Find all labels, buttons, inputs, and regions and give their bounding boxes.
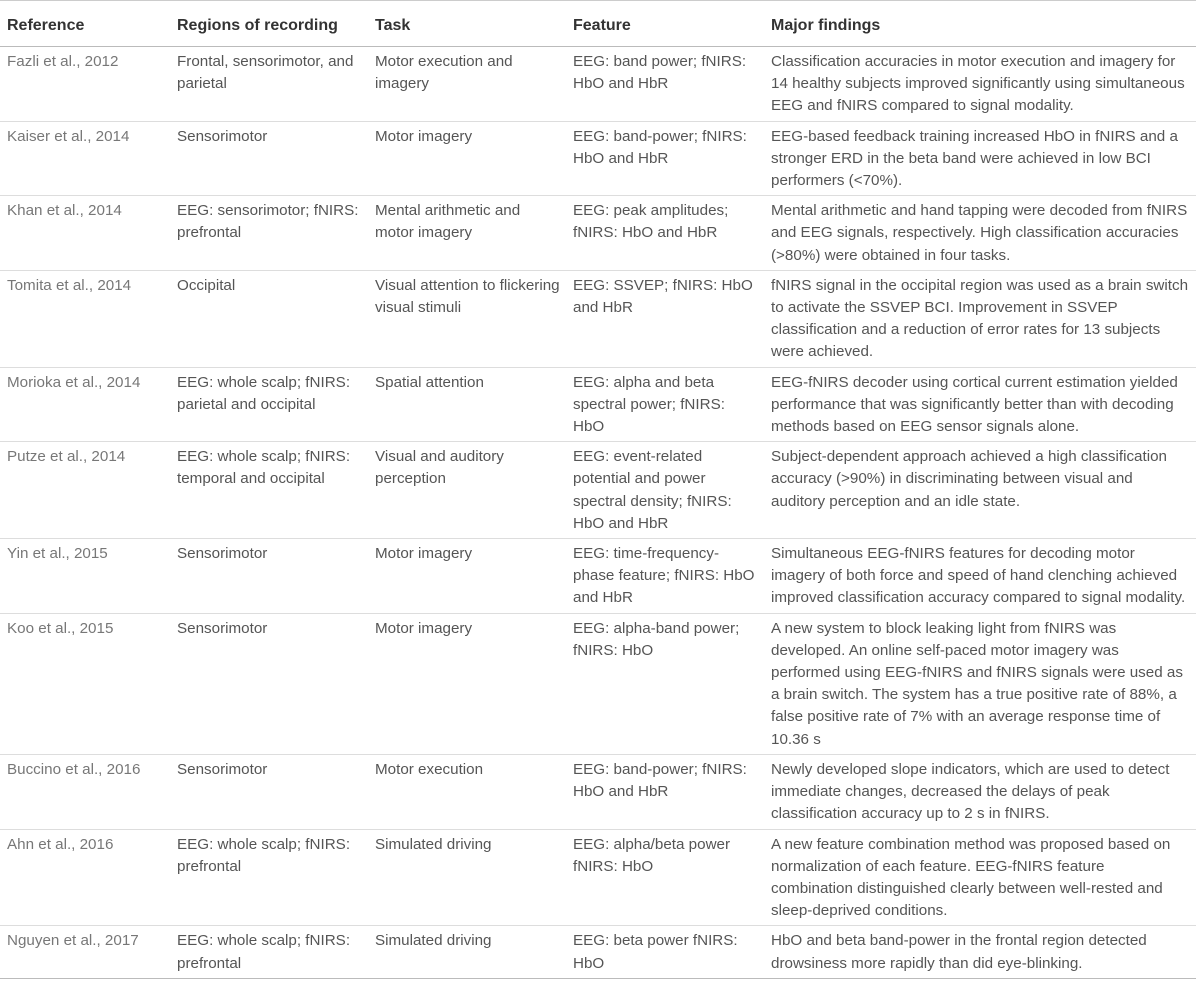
cell-task: Motor execution and imagery — [375, 53, 513, 93]
cell-feature: EEG: alpha and beta spectral power; fNIRS: HbO — [573, 373, 725, 436]
table-row — [0, 829, 1196, 926]
cell-task: Motor imagery — [375, 619, 473, 637]
header-feature: Feature — [573, 17, 631, 34]
table-row — [0, 442, 1196, 539]
cell-findings: A new system to block leaking light from fNIRS was developed. An online self-paced motor imagery was performed using EEG-fNIRS and fNIRS signals were used as a brain switch. The system has a true positive rate of 88%, a false positive rate of 7% with an average response time of 10.36 s — [771, 619, 1183, 748]
table-row — [0, 121, 1196, 196]
cell-findings: HbO and beta band-power in the frontal region detected drowsiness more rapidly than did eye-blinking. — [771, 932, 1147, 972]
cell-task: Mental arithmetic and motor imagery — [375, 202, 521, 242]
cell-findings: Classification accuracies in motor execution and imagery for 14 healthy subjects improved significantly using simultaneous EEG and fNIRS compared to signal modality. — [771, 53, 1185, 115]
table-row — [0, 47, 1196, 122]
header-findings: Major findings — [771, 17, 881, 34]
cell-task: Motor imagery — [375, 127, 473, 145]
cell-reference: Kaiser et al., 2014 — [7, 127, 130, 145]
cell-feature: EEG: band-power; fNIRS: HbO and HbR — [573, 760, 747, 801]
cell-task: Simulated driving — [375, 932, 492, 950]
cell-feature: EEG: alpha-band power; fNIRS: HbO — [573, 619, 740, 659]
cell-feature: EEG: band-power; fNIRS: HbO and HbR — [573, 127, 747, 167]
cell-feature: EEG: time-frequency-phase feature; fNIRS: HbO and HbR — [573, 545, 755, 607]
cell-regions: EEG: whole scalp; fNIRS: prefrontal — [177, 932, 351, 972]
table-row — [0, 539, 1196, 614]
header-task: Task — [375, 17, 411, 34]
cell-regions: Sensorimotor — [177, 760, 268, 778]
cell-task: Spatial attention — [375, 373, 484, 391]
cell-feature: EEG: peak amplitudes; fNIRS: HbO and HbR — [573, 202, 729, 242]
table-body — [0, 47, 1196, 979]
cell-feature: EEG: event-related potential and power spectral density; fNIRS: HbO and HbR — [573, 448, 732, 532]
cell-reference: Tomita et al., 2014 — [7, 276, 132, 294]
cell-reference: Ahn et al., 2016 — [7, 835, 114, 853]
table-row — [0, 926, 1196, 978]
cell-feature: EEG: band power; fNIRS: HbO and HbR — [573, 53, 747, 93]
table-row — [0, 613, 1196, 754]
cell-regions: Sensorimotor — [177, 127, 268, 145]
cell-task: Visual and auditory perception — [375, 448, 504, 488]
table-row — [0, 196, 1196, 271]
cell-findings: A new feature combination method was proposed based on normalization of each feature. EEG-fNIRS feature combination distinguished clearly between well-rested and sleep-deprived conditions. — [771, 835, 1171, 920]
table-header-row — [0, 1, 1196, 47]
cell-findings: Subject-dependent approach achieved a high classification accuracy (>90%) in discriminating between visual and auditory perception and an idle state. — [771, 448, 1167, 510]
cell-findings: Newly developed slope indicators, which are used to detect immediate changes, decreased the delays of peak classification accuracy up to 2 s in fNIRS. — [771, 760, 1170, 823]
cell-reference: Fazli et al., 2012 — [7, 53, 119, 70]
cell-regions: Sensorimotor — [177, 545, 268, 563]
header-regions: Regions of recording — [177, 17, 338, 34]
cell-task: Motor execution — [375, 760, 484, 778]
cell-reference: Khan et al., 2014 — [7, 202, 122, 220]
cell-findings: Simultaneous EEG-fNIRS features for decoding motor imagery of both force and speed of hand clenching achieved improved classification accuracy compared to signal modality. — [771, 545, 1186, 607]
cell-reference: Nguyen et al., 2017 — [7, 932, 139, 950]
cell-feature: EEG: SSVEP; fNIRS: HbO and HbR — [573, 276, 753, 317]
cell-reference: Koo et al., 2015 — [7, 619, 114, 637]
cell-findings: fNIRS signal in the occipital region was used as a brain switch to activate the SSVEP BCI. Improvement in SSVEP classification and a reduction of error rates for 13 subjects were achieved. — [771, 276, 1189, 361]
cell-reference: Morioka et al., 2014 — [7, 373, 141, 391]
cell-regions: Sensorimotor — [177, 619, 268, 637]
cell-findings: Mental arithmetic and hand tapping were decoded from fNIRS and EEG signals, respectively. High classification accuracies (>80%) were obtained in four tasks. — [771, 202, 1188, 264]
cell-task: Motor imagery — [375, 545, 473, 563]
cell-findings: EEG-fNIRS decoder using cortical current estimation yielded performance that was significantly better than with decoding methods based on EEG sensor signals alone. — [771, 373, 1178, 436]
table-row — [0, 754, 1196, 829]
cell-feature: EEG: beta power fNIRS: HbO — [573, 932, 738, 972]
cell-findings: EEG-based feedback training increased HbO in fNIRS and a stronger ERD in the beta band were achieved in low BCI performers (<70%). — [771, 127, 1178, 190]
table-row — [0, 270, 1196, 367]
cell-regions: EEG: whole scalp; fNIRS: temporal and occipital — [177, 448, 351, 488]
table-row — [0, 367, 1196, 442]
cell-feature: EEG: alpha/beta power fNIRS: HbO — [573, 835, 731, 875]
cell-regions: Frontal, sensorimotor, and parietal — [177, 53, 354, 93]
cell-regions: EEG: whole scalp; fNIRS: parietal and occipital — [177, 373, 351, 413]
cell-regions: EEG: whole scalp; fNIRS: prefrontal — [177, 835, 351, 875]
cell-reference: Putze et al., 2014 — [7, 448, 126, 466]
cell-regions: EEG: sensorimotor; fNIRS: prefrontal — [177, 202, 359, 242]
cell-reference: Buccino et al., 2016 — [7, 760, 141, 778]
header-reference: Reference — [7, 17, 85, 34]
cell-reference: Yin et al., 2015 — [7, 545, 108, 563]
cell-task: Simulated driving — [375, 835, 492, 853]
cell-task: Visual attention to flickering visual stimuli — [375, 276, 560, 317]
cell-regions: Occipital — [177, 276, 236, 294]
